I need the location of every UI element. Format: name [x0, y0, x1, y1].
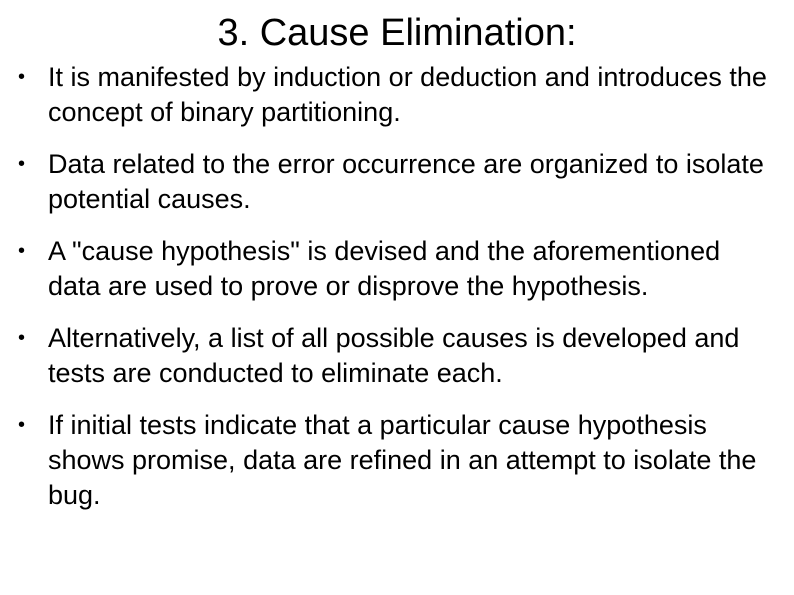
bullet-icon: •: [18, 240, 26, 262]
bullet-item: [0, 60, 794, 130]
bullet-text: A "cause hypothesis" is devised and the aforementioned data are used to prove or disprove the hypothesis.: [48, 236, 721, 301]
bullet-icon: •: [18, 327, 26, 349]
bullet-list: [0, 60, 794, 530]
bullet-item: [0, 408, 794, 513]
bullet-item: [0, 321, 794, 391]
bullet-icon: •: [18, 153, 26, 175]
bullet-icon: •: [18, 414, 26, 436]
slide-title: 3. Cause Elimination:: [217, 12, 577, 54]
bullet-text: If initial tests indicate that a particular cause hypothesis shows promise, data are refined in an attempt to isolate the bug.: [48, 410, 757, 510]
bullet-text: Alternatively, a list of all possible causes is developed and tests are conducted to eliminate each.: [48, 323, 740, 388]
bullet-text: It is manifested by induction or deduction and introduces the concept of binary partitioning.: [48, 62, 767, 127]
bullet-item: [0, 147, 794, 217]
bullet-item: [0, 234, 794, 304]
bullet-text: Data related to the error occurrence are organized to isolate potential causes.: [48, 149, 764, 214]
bullet-icon: •: [18, 66, 26, 88]
